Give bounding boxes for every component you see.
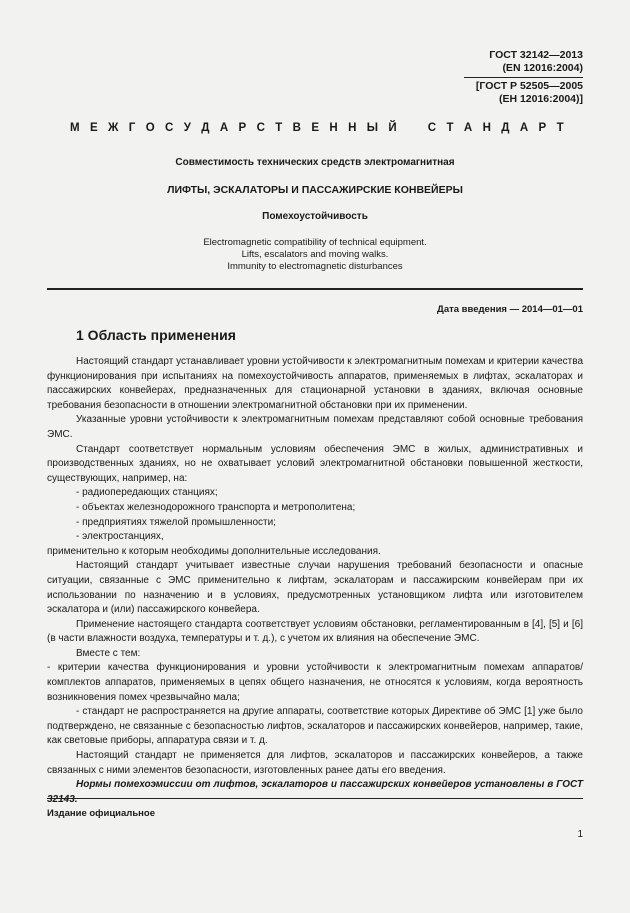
paragraph: - критерии качества функционирования и уровни устойчивости к электромагнитным помехам аппаратов/комплектов аппаратов, применяемых в цепях общего назначения, не относятся к условиям, когда вероятность возникновения помех чрезвычайно мала; xyxy=(47,662,583,703)
paragraph: Настоящий стандарт учитывает известные случаи нарушения требований безопасности и опасные ситуации, связанные с ЭМС применительно к лифтам, эскалаторам и пассажирским конвейерам при их использовании по назначению и в условиях, предусмотренных установщиком лифта или изготовителем эскалатора и (или) пассажирского конвейера. xyxy=(47,560,583,616)
standard-identifier xyxy=(489,49,583,75)
banner-letter: Й xyxy=(388,122,397,134)
paragraph: Указанные уровни устойчивости к электромагнитным помехам представляют собой основные требования ЭМС. xyxy=(47,414,583,440)
paragraph: Стандарт соответствует нормальным условиям обеспечения ЭМС в жилых, административных и производственных зданиях, но не охватывает условий электромагнитной обстановки повышенной жесткости, существующих, например, на: xyxy=(47,443,583,484)
paragraph: Вместе с тем: xyxy=(76,647,141,659)
banner-letter: Т xyxy=(446,122,454,134)
english-title-line: Immunity to electromagnetic disturbances xyxy=(227,261,403,272)
banner-letter: А xyxy=(463,122,473,134)
banner-letter: В xyxy=(292,122,301,134)
en-r-number: (ЕН 12016:2004)] xyxy=(498,93,583,105)
banner-letter: Т xyxy=(556,122,564,134)
introduction-date: Дата введения — 2014—01—01 xyxy=(437,304,583,315)
list-item: - электростанциях, xyxy=(76,531,164,543)
banner-letter: Ы xyxy=(366,122,379,134)
banner-letter: Р xyxy=(238,122,247,134)
section-heading: 1 Область применения xyxy=(76,327,236,343)
banner-letter: Г xyxy=(128,122,136,134)
banner-letter: Ж xyxy=(108,122,119,134)
banner-letter: С xyxy=(256,122,265,134)
gost-r-number: [ГОСТ Р 52505—2005 xyxy=(475,80,583,92)
banner-letter: М xyxy=(70,122,80,134)
banner-letter: Н xyxy=(348,122,357,134)
identifier-divider xyxy=(464,77,583,78)
title-line-1: Совместимость технических средств электромагнитная xyxy=(175,157,455,168)
banner-letter: А xyxy=(219,122,229,134)
banner-letter: Е xyxy=(311,122,320,134)
title-line-2: ЛИФТЫ, ЭСКАЛАТОРЫ И ПАССАЖИРСКИЕ КОНВЕЙЕРЫ xyxy=(167,184,463,196)
paragraph: Настоящий стандарт устанавливает уровни устойчивости к электромагнитным помехам и критерии качества функционирования при испытаниях на помехоустойчивость аппаратов, применяемых в лифтах, эскалаторах и пассажирских конвейерах, предназначенных для стационарной установки в зданиях, включая основные требования безопасности в отношении электромагнитной обстановки при их применении. xyxy=(47,356,583,411)
body-text xyxy=(47,355,583,807)
paragraph: - стандарт не распространяется на другие аппараты, соответствие которых Директиве об ЭМС [1] уже было подтверждено, не связанные с безопасностью лифтов, эскалаторов и пассажирских конвейеров, например, такие, как световые приборы, аппаратура связи и т. д. xyxy=(47,706,583,747)
english-title-line: Electromagnetic compatibility of technical equipment. xyxy=(203,237,427,248)
list-item: - предприятиях тяжелой промышленности; xyxy=(76,516,276,528)
banner-letter: О xyxy=(145,122,155,134)
footer-divider xyxy=(47,798,583,799)
gost-number: ГОСТ 32142—2013 xyxy=(489,49,583,61)
title-divider xyxy=(47,288,583,290)
banner-letter: Т xyxy=(275,122,283,134)
page-number: 1 xyxy=(577,829,583,840)
banner-letter: Д xyxy=(201,122,210,134)
banner-letter: Р xyxy=(538,122,547,134)
banner-letter: А xyxy=(519,122,529,134)
paragraph: Применение настоящего стандарта соответствует условиям обстановки, регламентированным в [4], [5] и [6] (в части влажности воздуха, температуры и т. д.), с учетом их влияния на обеспечение ЭМС. xyxy=(47,618,583,645)
edition-note: Издание официальное xyxy=(47,808,155,819)
replaced-standard-identifier xyxy=(476,80,583,106)
list-item: - радиопередающих станциях; xyxy=(76,487,218,499)
banner-letter: У xyxy=(183,122,191,134)
en-number: (EN 12016:2004) xyxy=(502,62,583,74)
banner-letter: С xyxy=(165,122,174,134)
banner-letter: Н xyxy=(482,122,491,134)
banner-letter: Д xyxy=(501,122,510,134)
english-title-line: Lifts, escalators and moving walks. xyxy=(241,249,389,260)
banner-letter: Е xyxy=(89,122,98,134)
list-item: - объектах железнодорожного транспорта и метрополитена; xyxy=(76,501,356,513)
title-line-3: Помехоустойчивость xyxy=(262,211,368,222)
banner-letter: С xyxy=(427,122,437,134)
english-title xyxy=(47,237,583,273)
paragraph-emphasis: Нормы помехоэмиссии от лифтов, эскалаторов и пассажирских конвейеров установлены в ГОСТ 32143. xyxy=(47,779,583,805)
paragraph: Настоящий стандарт не применяется для лифтов, эскалаторов и пассажирских конвейеров, а также связанных с ними элементов безопасности, изготовленных ранее даты его введения. xyxy=(47,750,583,776)
paragraph: применительно к которым необходимы дополнительные исследования. xyxy=(47,545,381,557)
interstate-standard-banner xyxy=(70,122,564,134)
banner-letter: Н xyxy=(329,122,338,134)
